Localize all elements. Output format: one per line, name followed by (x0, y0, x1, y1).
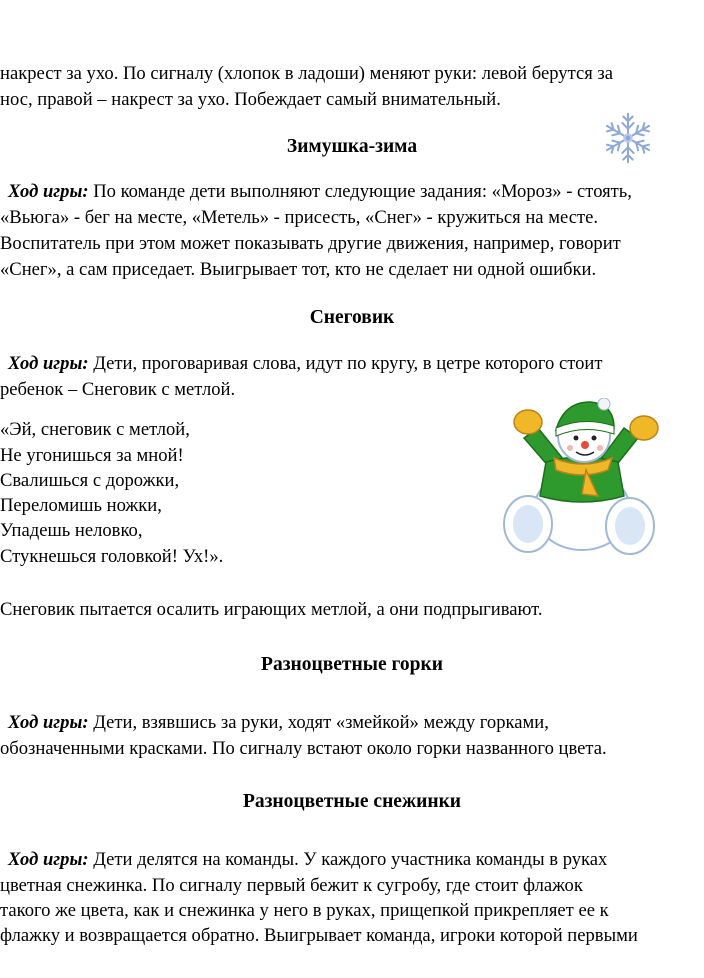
poem-line-5: Упадешь неловко, (0, 520, 143, 541)
snezhinki-line-3: такого же цвета, как и снежинка у него в руках, прищепкой прикрепляет ее к (0, 900, 609, 921)
poem-line-4: Переломишь ножки, (0, 495, 162, 516)
section-title-snezhinki: Разноцветные снежинки (242, 791, 462, 812)
zima-line-4: «Снег», а сам приседает. Выигрывает тот, кто не сделает ни одной ошибки. (0, 259, 597, 280)
snegovik-line-1-text: Дети, проговаривая слова, идут по кругу, в цетре которого стоит (88, 353, 603, 374)
poem-line-6: Стукнешься головкой! Ух!». (0, 546, 224, 567)
zima-line-3: Воспитатель при этом может показывать другие движения, например, говорит (0, 233, 621, 254)
gorki-line-2: обозначенными красками. По сигналу встают около горки названного цвета. (0, 738, 607, 759)
gorki-line-1 (0, 711, 549, 735)
intro-line-1: накрест за ухо. По сигналу (хлопок в ладоши) меняют руки: левой берутся за (0, 63, 614, 84)
section-title-zima: Зимушка-зима (286, 136, 418, 157)
snezhinki-line-2: цветная снежинка. По сигналу первый бежит к сугробу, где стоит флажок (0, 875, 583, 896)
zima-line-1 (0, 180, 632, 204)
section-title-snegovik: Снеговик (309, 307, 395, 328)
snegovik-line-1 (0, 352, 603, 376)
snegovik-after: Снеговик пытается осалить играющих метлой, а они подпрыгивают. (0, 599, 543, 620)
intro-line-2: нос, правой – накрест за ухо. Побеждает самый внимательный. (0, 89, 501, 110)
snezhinki-line-1 (0, 848, 607, 872)
poem-line-3: Свалишься с дорожки, (0, 470, 180, 491)
gorki-line-1-text: Дети, взявшись за руки, ходят «змейкой» между горками, (88, 712, 549, 733)
snezhinki-lead: Ход игры: (8, 849, 89, 870)
gorki-lead: Ход игры: (8, 712, 89, 733)
snegovik-line-2: ребенок – Снеговик с метлой. (0, 379, 236, 400)
zima-lead: Ход игры: (8, 181, 89, 202)
snowman-illustration (494, 398, 668, 558)
zima-line-1-text: По команде дети выполняют следующие задания: «Мороз» - стоять, (88, 181, 632, 202)
poem-line-1: «Эй, снеговик с метлой, (0, 419, 190, 440)
snezhinki-line-1-text: Дети делятся на команды. У каждого участника команды в руках (88, 849, 608, 870)
section-title-gorki: Разноцветные горки (261, 654, 443, 675)
zima-line-2: «Вьюга» - бег на месте, «Метель» - присесть, «Снег» - кружиться на месте. (0, 207, 598, 228)
poem-line-2: Не угонишься за мной! (0, 445, 184, 466)
snegovik-lead: Ход игры: (8, 353, 89, 374)
snezhinki-line-4: флажку и возвращается обратно. Выигрывает команда, игроки которой первыми (0, 925, 638, 946)
